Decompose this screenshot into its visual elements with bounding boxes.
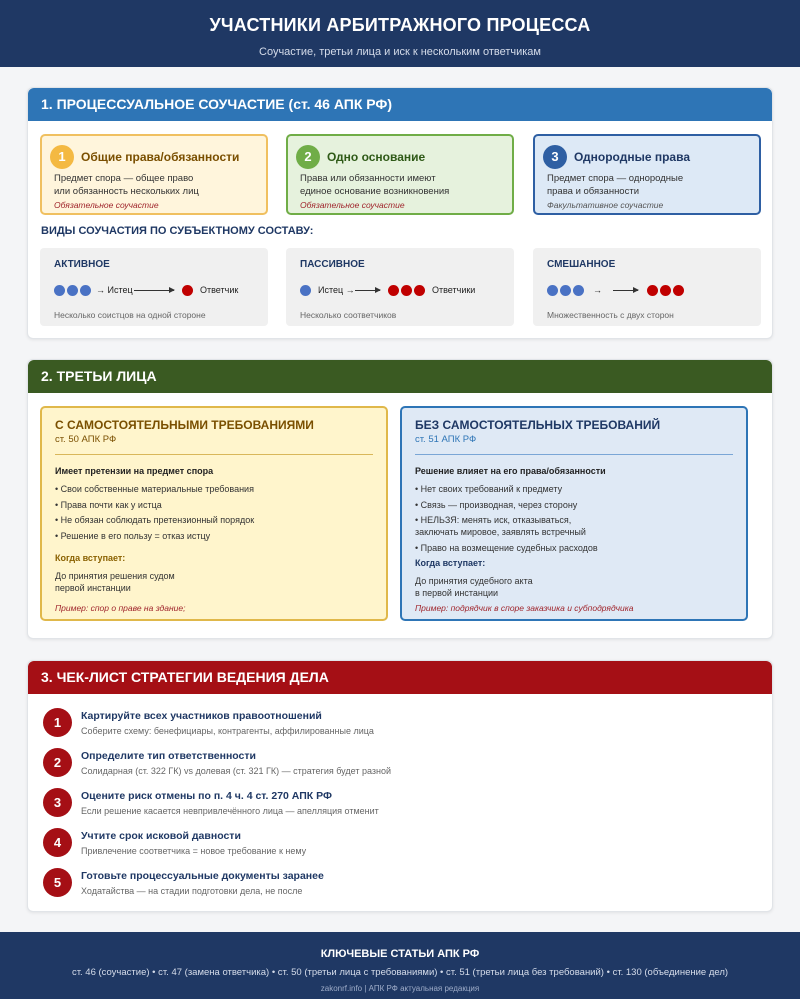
ground-card-homogeneous-rights [533, 134, 761, 215]
list-item: • Право на возмещение судебных расходов [415, 542, 598, 553]
feature-list [55, 483, 375, 545]
step-title: Определите тип ответственности [81, 750, 256, 762]
ground-description [547, 172, 747, 198]
section-third-parties [27, 359, 773, 639]
when-label: Когда вступает: [415, 558, 486, 568]
step-description: Ходатайства — на стадии подготовки дела, не после [81, 886, 303, 896]
checklist-step [43, 828, 743, 860]
section-strategy-checklist [27, 660, 773, 912]
plaintiff-dot [573, 285, 584, 296]
list-item: • НЕЛЬЗЯ: менять иск, отказываться, [415, 515, 572, 525]
type-card-passive [286, 248, 514, 326]
type-diagram [300, 284, 510, 298]
ground-description [54, 172, 254, 198]
section-title: 1. ПРОЦЕССУАЛЬНОЕ СОУЧАСТИЕ (ст. 46 АПК РФ) [28, 88, 772, 121]
divider [415, 454, 733, 455]
type-diagram [54, 284, 264, 298]
step-number: 4 [43, 828, 72, 857]
card-heading: Решение влияет на его права/обязанности [415, 466, 606, 476]
step-number: 1 [43, 708, 72, 737]
arrow [134, 290, 174, 291]
page-header [0, 0, 800, 67]
article-ref: ст. 50 АПК РФ [55, 434, 117, 445]
types-heading: ВИДЫ СОУЧАСТИЯ ПО СУБЪЕКТНОМУ СОСТАВУ: [41, 225, 314, 237]
number-badge: 2 [296, 145, 320, 169]
divider [55, 454, 373, 455]
type-note: Множественность с двух сторон [547, 310, 674, 320]
arrow [613, 290, 638, 291]
desc-line: Предмет спора — общее право [54, 173, 194, 184]
defendant-dot [388, 285, 399, 296]
plaintiff-dot [54, 285, 65, 296]
step-number: 3 [43, 788, 72, 817]
type-card-active [40, 248, 268, 326]
section-title: 2. ТРЕТЬИ ЛИЦА [28, 360, 772, 393]
defendant-dot [660, 285, 671, 296]
footer-articles: ст. 46 (соучастие) • ст. 47 (замена ответчика) • ст. 50 (третьи лица с требованиями) • ст. 51 (третьи лица без требований) • ст. 130 (объединение дел) [71, 967, 729, 978]
when-line: До принятия судебного акта [415, 576, 533, 586]
plaintiff-dot [67, 285, 78, 296]
list-item: заключать мировое, заявлять встречный [415, 527, 586, 537]
step-description: Соберите схему: бенефициары, контрагенты, аффилированные лица [81, 726, 374, 736]
defendant-dot [647, 285, 658, 296]
step-title: Учтите срок исковой давности [81, 830, 241, 842]
type-title: АКТИВНОЕ [54, 259, 110, 270]
type-card-mixed [533, 248, 761, 326]
defendant-dot [401, 285, 412, 296]
plaintiff-dot [80, 285, 91, 296]
page-title: УЧАСТНИКИ АРБИТРАЖНОГО ПРОЦЕССА [209, 15, 591, 35]
checklist-step [43, 868, 743, 900]
plaintiff-dot [547, 285, 558, 296]
step-title: Оцените риск отмены по п. 4 ч. 4 ст. 270 АПК РФ [81, 790, 332, 802]
plaintiff-dot [560, 285, 571, 296]
ground-title: Однородные права [574, 150, 690, 164]
type-note: Несколько соистцов на одной стороне [54, 310, 206, 320]
example-text: Пример: спор о праве на здание; [55, 603, 186, 613]
list-item: • Права почти как у истца [55, 499, 162, 510]
ground-card-single-basis [286, 134, 514, 215]
list-item: • Связь — производная, через сторону [415, 499, 578, 510]
type-diagram [547, 284, 757, 298]
when-line: До принятия решения судом [55, 571, 175, 581]
section-title: 3. ЧЕК-ЛИСТ СТРАТЕГИИ ВЕДЕНИЯ ДЕЛА [28, 661, 772, 694]
step-description: Солидарная (ст. 322 ГК) vs долевая (ст. 321 ГК) — стратегия будет разной [81, 766, 392, 776]
left-label: Истец → [318, 285, 355, 295]
desc-line: единое основание возникновения [300, 186, 450, 197]
card-heading: Имеет претензии на предмет спора [55, 466, 214, 476]
step-description: Если решение касается невпривлечённого лица — апелляция отменит [81, 806, 379, 816]
left-label: → [593, 285, 602, 295]
page-subtitle: Соучастие, третьи лица и иск к нескольким ответчикам [259, 46, 541, 58]
desc-line: права и обязанности [547, 186, 640, 197]
section-co-participation [27, 87, 773, 339]
when-label: Когда вступает: [55, 553, 126, 563]
defendant-dot [673, 285, 684, 296]
list-item: • Не обязан соблюдать претензионный порядок [55, 515, 255, 525]
type-title: ПАССИВНОЕ [300, 259, 365, 270]
ground-title: Одно основание [327, 150, 426, 164]
desc-line: Права или обязанности имеют [300, 173, 436, 184]
page-footer [0, 932, 800, 999]
defendant-dot [182, 285, 193, 296]
number-badge: 1 [50, 145, 74, 169]
step-number: 5 [43, 868, 72, 897]
list-item: • Нет своих требований к предмету [415, 484, 563, 494]
right-label: Ответчики [432, 285, 476, 295]
when-text [55, 570, 255, 594]
when-line: первой инстанции [55, 583, 131, 593]
arrow [355, 290, 380, 291]
type-title: СМЕШАННОЕ [547, 259, 616, 270]
when-line: в первой инстанции [415, 588, 499, 598]
type-note: Несколько соответчиков [300, 310, 397, 320]
step-number: 2 [43, 748, 72, 777]
card-title: С САМОСТОЯТЕЛЬНЫМИ ТРЕБОВАНИЯМИ [55, 418, 314, 432]
footer-title: КЛЮЧЕВЫЕ СТАТЬИ АПК РФ [320, 948, 480, 960]
list-item: • Решение в его пользу = отказ истцу [55, 530, 211, 541]
third-party-dependent-card [400, 406, 748, 621]
step-title: Картируйте всех участников правоотношений [81, 710, 322, 722]
feature-list [415, 483, 735, 557]
card-title: БЕЗ САМОСТОЯТЕЛЬНЫХ ТРЕБОВАНИЙ [415, 418, 661, 432]
example-text: Пример: подрядчик в споре заказчика и субподрядчика [415, 603, 634, 613]
third-party-independent-card [40, 406, 388, 621]
ground-note: Обязательное соучастие [300, 200, 405, 210]
defendant-dot [414, 285, 425, 296]
left-label: → Истец [96, 285, 133, 295]
ground-card-common-rights [40, 134, 268, 215]
checklist-step [43, 788, 743, 820]
ground-note: Обязательное соучастие [54, 200, 159, 210]
checklist-step [43, 748, 743, 780]
when-text [415, 575, 615, 599]
list-item: • Свои собственные материальные требования [55, 484, 254, 494]
plaintiff-dot [300, 285, 311, 296]
step-title: Готовьте процессуальные документы заранее [81, 870, 324, 882]
step-description: Привлечение соответчика = новое требование к нему [81, 846, 307, 856]
checklist-step [43, 708, 743, 740]
desc-line: Предмет спора — однородные [547, 173, 684, 184]
footer-source: zakonrf.info | АПК РФ актуальная редакция [320, 984, 480, 993]
article-ref: ст. 51 АПК РФ [415, 434, 477, 445]
right-label: Ответчик [200, 285, 239, 295]
ground-title: Общие права/обязанности [81, 150, 240, 164]
number-badge: 3 [543, 145, 567, 169]
desc-line: или обязанность нескольких лиц [54, 186, 199, 197]
ground-description [300, 172, 500, 198]
ground-note: Факультативное соучастие [547, 200, 664, 210]
